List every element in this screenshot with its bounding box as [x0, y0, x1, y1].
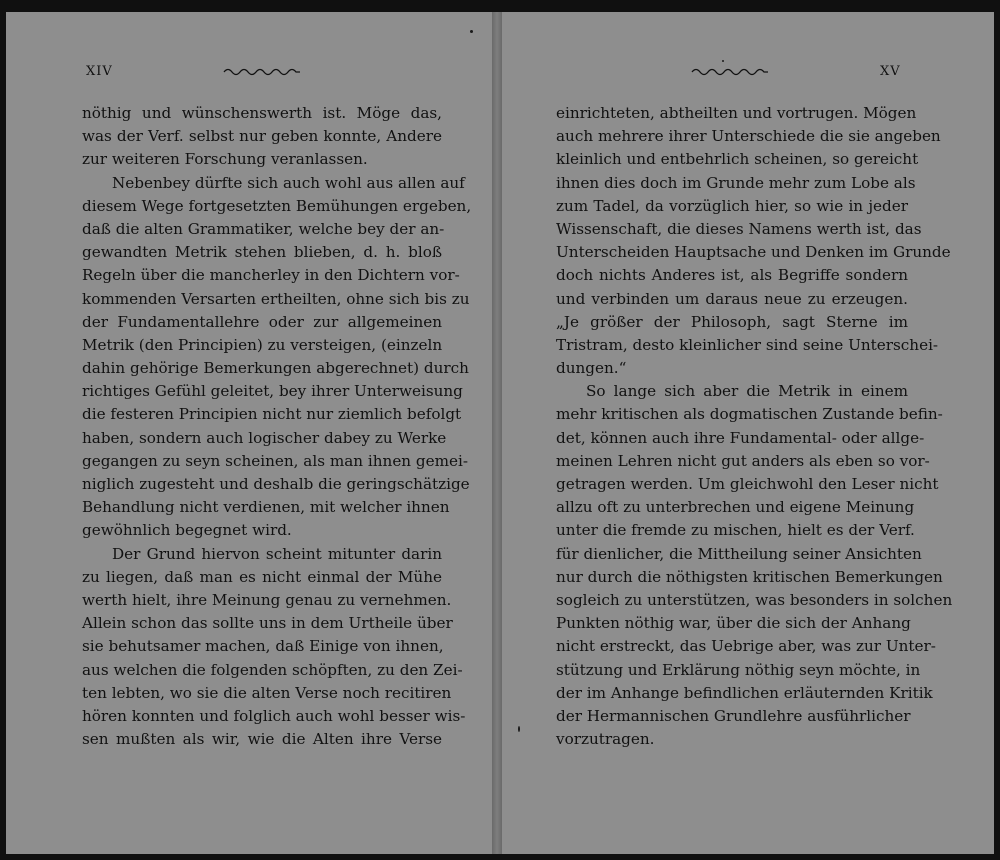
text-line: haben, sondern auch logischer dabey zu Werke	[82, 428, 447, 447]
text-line: zum Tadel, da vorzüglich hier, so wie in jeder	[556, 196, 908, 215]
text-line: richtiges Gefühl geleitet, bey ihrer Unterweisung	[82, 382, 463, 401]
text-line: sen mußten als wir, wie die Alten ihre Verse	[82, 730, 442, 749]
text-line: gewandten Metrik stehen blieben, d. h. bloß	[82, 243, 442, 262]
text-line: stützung und Erklärung nöthig seyn möchte, in	[556, 660, 921, 679]
text-line: Allein schon das sollte uns in dem Urtheile über	[82, 614, 453, 633]
scan-speck	[470, 30, 473, 33]
left-page-number: XIV	[86, 64, 113, 79]
text-line: kleinlich und entbehrlich scheinen, so gereicht	[556, 150, 919, 169]
text-line: „Je größer der Philosoph, sagt Sterne im	[556, 312, 908, 331]
text-line: nur durch die nöthigsten kritischen Bemerkungen	[556, 567, 943, 586]
left-page-text	[82, 102, 472, 751]
text-line: dahin gehörige Bemerkungen abgerechnet) durch	[82, 359, 469, 378]
right-header-ornament	[690, 64, 770, 78]
text-line: der Fundamentallehre oder zur allgemeinen	[82, 312, 442, 331]
text-line: doch nichts Anderes ist, als Begriffe sondern	[556, 266, 908, 285]
text-line: allzu oft zu unterbrechen und eigene Meinung	[556, 498, 915, 517]
text-line: gewöhnlich begegnet wird.	[82, 521, 292, 540]
text-line: Unterscheiden Hauptsache und Denken im Grunde	[556, 243, 951, 262]
text-line: ten lebten, wo sie die alten Verse noch recitiren	[82, 683, 452, 702]
text-line: getragen werden. Um gleichwohl den Leser nicht	[556, 475, 939, 493]
text-line: Behandlung nicht verdienen, mit welcher ihnen	[82, 498, 450, 517]
text-line: Punkten nöthig war, über die sich der Anhang	[556, 614, 911, 633]
text-line: der im Anhange befindlichen erläuternden Kritik	[556, 683, 933, 702]
text-line: vorzutragen.	[556, 730, 655, 749]
text-line: aus welchen die folgenden schöpften, zu den Zei-	[82, 660, 463, 679]
text-line: und verbinden um daraus neue zu erzeugen.	[556, 289, 908, 308]
text-line: daß die alten Grammatiker, welche bey der an-	[82, 219, 445, 238]
text-line: die festeren Principien nicht nur ziemlich befolgt	[82, 405, 462, 424]
text-line: für dienlicher, die Mittheilung seiner Ansichten	[556, 544, 922, 563]
text-line: Tristram, desto kleinlicher sind seine Unterschei-	[556, 335, 939, 354]
text-line: Metrik (den Principien) zu versteigen, (einzeln	[82, 335, 443, 354]
text-line: was der Verf. selbst nur geben konnte, Andere	[82, 127, 442, 146]
text-line: sogleich zu unterstützen, was besonders in solchen	[556, 590, 953, 609]
text-line: nöthig und wünschenswerth ist. Möge das,	[82, 104, 442, 122]
text-line: auch mehrere ihrer Unterschiede die sie angeben	[556, 127, 941, 146]
text-line: mehr kritischen als dogmatischen Zustande befin-	[556, 405, 943, 424]
text-line: unter die fremde zu mischen, hielt es der Verf.	[556, 521, 915, 540]
text-line: niglich zugesteht und deshalb die geringschätzige	[82, 475, 470, 493]
text-line: gegangen zu seyn scheinen, als man ihnen gemei-	[82, 451, 469, 470]
text-line: einrichteten, abtheilten und vortrugen. Mögen	[556, 104, 917, 122]
right-page-number: XV	[880, 64, 901, 79]
text-line: werth hielt, ihre Meinung genau zu vernehmen.	[82, 590, 452, 609]
text-line: So lange sich aber die Metrik in einem	[586, 382, 908, 401]
right-page-text	[556, 102, 953, 751]
text-line: sie behutsamer machen, daß Einige von ihnen,	[82, 637, 444, 656]
text-line: Regeln über die mancherley in den Dichtern vor-	[82, 266, 460, 285]
text-line: Der Grund hiervon scheint mitunter darin	[112, 544, 442, 563]
left-header-ornament	[222, 64, 302, 78]
text-line: zur weiteren Forschung veranlassen.	[82, 150, 368, 169]
text-line: det, können auch ihre Fundamental- oder allge-	[556, 428, 925, 447]
text-line: Nebenbey dürfte sich auch wohl aus allen auf	[112, 173, 465, 192]
text-line: meinen Lehren nicht gut anders als eben so vor-	[556, 451, 930, 470]
scan-speck	[518, 726, 520, 732]
text-line: nicht erstreckt, das Uebrige aber, was zur Unter-	[556, 637, 936, 656]
text-line: kommenden Versarten ertheilten, ohne sich bis zu	[82, 289, 470, 308]
text-line: hören konnten und folglich auch wohl besser wis-	[82, 706, 466, 725]
text-line: der Hermannischen Grundlehre ausführlicher	[556, 706, 911, 725]
text-line: zu liegen, daß man es nicht einmal der Mühe	[82, 567, 442, 586]
text-line: Wissenschaft, die dieses Namens werth ist, das	[556, 219, 922, 238]
text-line: diesem Wege fortgesetzten Bemühungen ergeben,	[82, 196, 472, 215]
scan-speck	[722, 60, 724, 62]
text-line: dungen.“	[556, 359, 627, 378]
text-line: ihnen dies doch im Grunde mehr zum Lobe als	[556, 173, 916, 192]
book-gutter	[492, 12, 502, 854]
